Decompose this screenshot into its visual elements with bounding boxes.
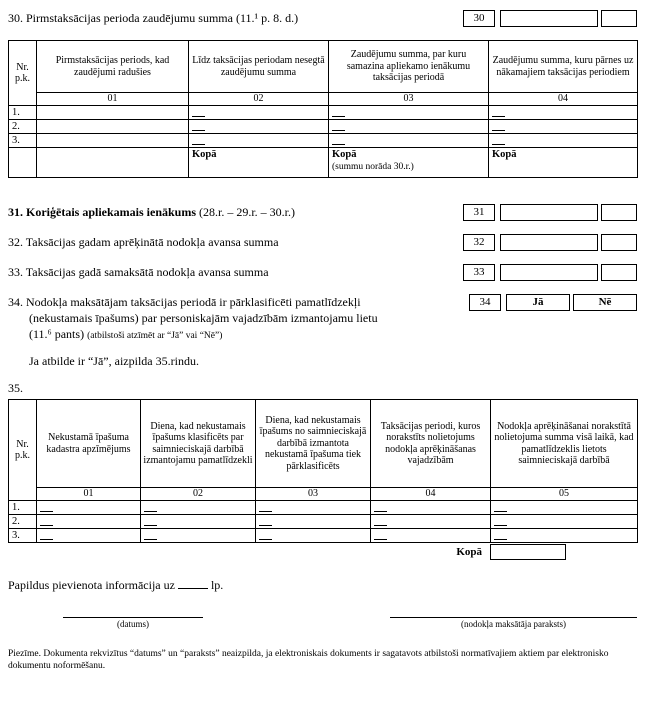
col-code-05: 05 xyxy=(491,488,638,501)
col-header-classified-date: Diena, kad nekustamais īpašums klasificēts par saimnieciskajā darbībā izmantojamu pamatlīdzekli xyxy=(141,400,256,488)
depreciation-sum-cell[interactable] xyxy=(491,501,638,515)
carried-loss-cell[interactable] xyxy=(489,106,638,120)
line-31-fields xyxy=(463,204,637,221)
uncovered-loss-cell[interactable] xyxy=(189,120,329,134)
col-header-periods: Taksācijas periodi, kuros norakstīts nolietojums nodokļa aprēķināšanas vajadzībām xyxy=(371,400,491,488)
carried-loss-cell[interactable] xyxy=(489,120,638,134)
row-number: 1. xyxy=(9,106,37,120)
line-33-code-box: 33 xyxy=(463,264,495,281)
table-row xyxy=(9,501,638,515)
date-caption: (datums) xyxy=(117,619,149,629)
line-31-label xyxy=(8,204,463,220)
periods-cell[interactable] xyxy=(371,501,491,515)
line-33-amount-field[interactable] xyxy=(500,264,598,281)
attachments-text-before: Papildus pievienota informācija uz xyxy=(8,578,175,592)
line-32-cents-field[interactable] xyxy=(601,234,637,251)
reclassified-date-cell[interactable] xyxy=(256,515,371,529)
col-header-reduction-loss: Zaudējumu summa, par kuru samazina apliekamo ienākumu taksācijas periodā xyxy=(329,41,489,93)
col-code-04: 04 xyxy=(489,93,638,106)
reduction-loss-cell[interactable] xyxy=(329,134,489,148)
line-32-label: 32. Taksācijas gadam aprēķinātā nodokļa avansa summa xyxy=(8,235,279,249)
line-32-row xyxy=(8,234,637,251)
cadastre-cell[interactable] xyxy=(37,515,141,529)
fill-line xyxy=(192,108,205,117)
reduction-loss-cell[interactable] xyxy=(329,106,489,120)
reclassified-assets-table xyxy=(8,399,638,543)
row-number: 3. xyxy=(9,134,37,148)
fill-line xyxy=(259,517,272,526)
line-34-paragraph-ref: (11.⁶ pants) xyxy=(29,327,85,341)
electronic-document-note: Piezīme. Dokumenta rekvizītus “datums” un “paraksts” neaizpilda, ja elektroniskais dokuments ir sagatavots atbilstoši normatīvajiem aktiem par elektronisko dokumentu noformēšanu. xyxy=(8,649,609,671)
reclassified-date-cell[interactable] xyxy=(256,529,371,543)
col-code-02: 02 xyxy=(141,488,256,501)
depreciation-sum-cell[interactable] xyxy=(491,529,638,543)
signature-block xyxy=(390,617,637,630)
table-row xyxy=(9,529,638,543)
line-30-amount-field[interactable] xyxy=(500,10,598,27)
row-number: 2. xyxy=(9,120,37,134)
fill-line xyxy=(259,531,272,540)
line-30-code-box: 30 xyxy=(463,10,495,27)
col-header-nr: Nr. p.k. xyxy=(9,41,37,106)
line-30-label: 30. Pirmstaksācijas perioda zaudējumu summa (11.¹ p. 8. d.) xyxy=(8,11,299,25)
line-30-cents-field[interactable] xyxy=(601,10,637,27)
classified-date-cell[interactable] xyxy=(141,515,256,529)
col-code-04: 04 xyxy=(371,488,491,501)
line-34-code-box: 34 xyxy=(469,294,501,311)
col-code-03: 03 xyxy=(329,93,489,106)
line-33-label: 33. Taksācijas gadā samaksātā nodokļa avansa summa xyxy=(8,265,269,279)
line-31-row xyxy=(8,204,637,221)
signature-caption: (nodokļa maksātāja paraksts) xyxy=(461,619,566,629)
col-header-carried-loss: Zaudējumu summa, kuru pārnes uz nākamajiem taksācijas periodiem xyxy=(489,41,638,93)
loss-table-header-row xyxy=(9,41,638,93)
fill-line xyxy=(144,531,157,540)
total-row xyxy=(9,148,638,178)
col-code-01: 01 xyxy=(37,93,189,106)
attachment-pages-field[interactable] xyxy=(178,578,208,589)
signature-line[interactable] xyxy=(390,617,637,618)
line-30-fields xyxy=(463,10,637,27)
line-31-label-rest: (28.r. – 29.r. – 30.r.) xyxy=(196,205,296,219)
fill-line xyxy=(494,517,507,526)
footer-empty-cell xyxy=(9,148,37,178)
line-33-fields xyxy=(463,264,637,281)
fill-line xyxy=(492,108,505,117)
fill-line xyxy=(192,122,205,131)
fill-line xyxy=(332,108,345,117)
line-31-code-box: 31 xyxy=(463,204,495,221)
table-row xyxy=(9,106,638,120)
line-32-fields xyxy=(463,234,637,251)
period-cell[interactable] xyxy=(37,120,189,134)
line-34-line3 xyxy=(29,326,469,344)
assets-table-header-row xyxy=(9,400,638,488)
uncovered-loss-cell[interactable] xyxy=(189,106,329,120)
row-number: 3. xyxy=(9,529,37,543)
fill-line xyxy=(144,517,157,526)
fill-line xyxy=(492,136,505,145)
table-row xyxy=(9,120,638,134)
col-code-02: 02 xyxy=(189,93,329,106)
footer-total-02[interactable] xyxy=(189,148,329,178)
line-33-cents-field[interactable] xyxy=(601,264,637,281)
fill-line xyxy=(492,122,505,131)
date-block xyxy=(63,617,203,630)
no-checkbox[interactable]: Nē xyxy=(573,294,637,311)
periods-cell[interactable] xyxy=(371,515,491,529)
reclassified-date-cell[interactable] xyxy=(256,501,371,515)
uncovered-loss-cell[interactable] xyxy=(189,134,329,148)
line-31-amount-field[interactable] xyxy=(500,204,598,221)
footer-total-03[interactable] xyxy=(329,148,489,178)
attachments-note xyxy=(8,578,637,593)
yes-checkbox[interactable]: Jā xyxy=(506,294,570,311)
loss-carryforward-table xyxy=(8,40,638,178)
fill-line xyxy=(192,136,205,145)
total-label: Kopā xyxy=(192,149,217,160)
total-label: Kopā xyxy=(492,149,517,160)
line-35-label: 35. xyxy=(8,381,23,395)
fill-line xyxy=(259,503,272,512)
total-note: (summu norāda 30.r.) xyxy=(332,162,414,172)
cadastre-cell[interactable] xyxy=(37,501,141,515)
row-number: 2. xyxy=(9,515,37,529)
table-row xyxy=(9,515,638,529)
assets-total-row xyxy=(8,544,566,560)
fill-line xyxy=(40,517,53,526)
depreciation-sum-cell[interactable] xyxy=(491,515,638,529)
fill-line xyxy=(374,531,387,540)
col-header-period: Pirmstaksācijas periods, kad zaudējumi radušies xyxy=(37,41,189,93)
period-cell[interactable] xyxy=(37,134,189,148)
loss-table-code-row xyxy=(9,93,638,106)
date-line[interactable] xyxy=(63,617,203,618)
col-header-nr: Nr. p.k. xyxy=(9,400,37,501)
cadastre-cell[interactable] xyxy=(37,529,141,543)
line-34-line1: 34. Nodokļa maksātājam taksācijas periodā ir pārklasificēti pamatlīdzekļi xyxy=(8,295,361,309)
col-code-03: 03 xyxy=(256,488,371,501)
line-34-mark-note: (atbilstoši atzīmēt ar “Jā” vai “Nē”) xyxy=(87,331,223,341)
fill-line xyxy=(144,503,157,512)
fill-line xyxy=(332,136,345,145)
total-field[interactable] xyxy=(490,544,566,560)
fill-line xyxy=(40,531,53,540)
line-32-code-box: 32 xyxy=(463,234,495,251)
fill-line xyxy=(40,503,53,512)
fill-line xyxy=(374,517,387,526)
total-label: Kopā xyxy=(456,546,482,558)
col-header-uncovered-loss: Līdz taksācijas periodam nesegtā zaudējumu summa xyxy=(189,41,329,93)
reduction-loss-cell[interactable] xyxy=(329,120,489,134)
fill-line xyxy=(494,503,507,512)
col-header-cadastre: Nekustamā īpašuma kadastra apzīmējums xyxy=(37,400,141,488)
classified-date-cell[interactable] xyxy=(141,501,256,515)
col-header-depreciation-sum: Nodokļa aprēķināšanai norakstītā nolietojuma summa visā laikā, kad pamatlīdzeklis lietots saimnieciskajā darbībā xyxy=(491,400,638,488)
row-number: 1. xyxy=(9,501,37,515)
period-cell[interactable] xyxy=(37,106,189,120)
attachments-text-after: lp. xyxy=(210,578,224,592)
footer-empty-cell xyxy=(37,148,189,178)
signature-section xyxy=(8,617,637,630)
line-34-fields xyxy=(469,294,637,311)
line-34-line2: (nekustamais īpašums) par personiskajām vajadzībām izmantojamu lietu xyxy=(29,311,378,325)
assets-table-code-row xyxy=(9,488,638,501)
col-code-01: 01 xyxy=(37,488,141,501)
line-32-amount-field[interactable] xyxy=(500,234,598,251)
line-30-row xyxy=(8,10,637,27)
periods-cell[interactable] xyxy=(371,529,491,543)
fill-line xyxy=(332,122,345,131)
footer-total-04[interactable] xyxy=(489,148,638,178)
table-row xyxy=(9,134,638,148)
line-34-label xyxy=(8,294,469,344)
fill-line xyxy=(494,531,507,540)
line-31-label-bold: 31. Koriģētais apliekamais ienākums xyxy=(8,205,197,219)
line-31-cents-field[interactable] xyxy=(601,204,637,221)
total-label: Kopā xyxy=(332,149,357,160)
carried-loss-cell[interactable] xyxy=(489,134,638,148)
line-33-row xyxy=(8,264,637,281)
line-34-row xyxy=(8,294,637,344)
classified-date-cell[interactable] xyxy=(141,529,256,543)
yes-instruction-note: Ja atbilde ir “Jā”, aizpilda 35.rindu. xyxy=(29,354,199,368)
col-header-reclassified-date: Diena, kad nekustamais īpašums no saimnieciskajā darbībā izmantota nekustamā īpašuma tiek pārklasificēts xyxy=(256,400,371,488)
fill-line xyxy=(374,503,387,512)
